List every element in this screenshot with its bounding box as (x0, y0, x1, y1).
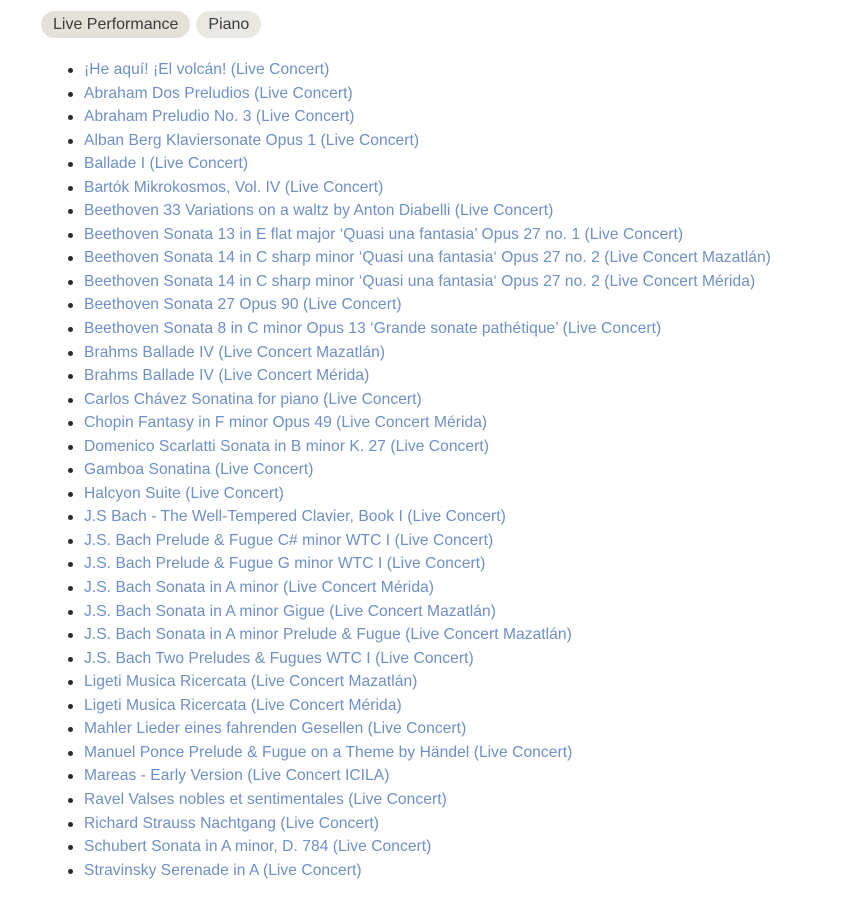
track-link[interactable]: Ravel Valses nobles et sentimentales (Live Concert) (84, 790, 447, 808)
track-link[interactable]: J.S. Bach Sonata in A minor (Live Concert Mérida) (84, 579, 435, 597)
bullet-icon (68, 233, 73, 238)
bullet-icon (68, 256, 73, 261)
track-list-item (64, 105, 771, 129)
tag-live-performance[interactable]: Live Performance (41, 11, 190, 38)
track-link[interactable]: Manuel Ponce Prelude & Fugue on a Theme by Händel (Live Concert) (84, 743, 573, 761)
bullet-icon (68, 492, 73, 497)
track-list-item (64, 129, 771, 153)
track-link[interactable]: Ballade I (Live Concert) (84, 155, 249, 173)
bullet-icon (68, 162, 73, 167)
track-link[interactable]: J.S. Bach Sonata in A minor Prelude & Fugue (Live Concert Mazatlán) (84, 626, 572, 644)
bullet-icon (68, 186, 73, 191)
bullet-icon (68, 374, 73, 379)
track-list-item (64, 58, 771, 82)
bullet-icon (68, 610, 73, 615)
bullet-icon (68, 869, 73, 874)
track-link[interactable]: Richard Strauss Nachtgang (Live Concert) (84, 814, 379, 832)
track-link[interactable]: J.S. Bach Sonata in A minor Gigue (Live Concert Mazatlán) (84, 602, 496, 620)
bullet-icon (68, 280, 73, 285)
bullet-icon (68, 751, 73, 756)
track-link[interactable]: Abraham Preludio No. 3 (Live Concert) (84, 108, 355, 126)
bullet-icon (68, 657, 73, 662)
track-link[interactable]: Abraham Dos Preludios (Live Concert) (84, 84, 353, 102)
track-list-item (64, 458, 771, 482)
bullet-icon (68, 92, 73, 97)
track-list-item (64, 388, 771, 412)
bullet-icon (68, 680, 73, 685)
track-list-item (64, 341, 771, 365)
track-list-item (64, 764, 771, 788)
track-link[interactable]: Mareas - Early Version (Live Concert ICILA) (84, 767, 390, 785)
track-list-item (64, 270, 771, 294)
track-list-item (64, 317, 771, 341)
track-link[interactable]: Brahms Ballade IV (Live Concert Mazatlán) (84, 343, 386, 361)
bullet-icon (68, 774, 73, 779)
track-list-item (64, 741, 771, 765)
track-list-item (64, 505, 771, 529)
track-list-item (64, 670, 771, 694)
track-list-item (64, 600, 771, 624)
tag-bar (41, 11, 261, 38)
bullet-icon (68, 539, 73, 544)
track-list-item (64, 176, 771, 200)
track-list-item (64, 223, 771, 247)
track-list-item (64, 199, 771, 223)
track-list-item (64, 152, 771, 176)
bullet-icon (68, 303, 73, 308)
bullet-icon (68, 727, 73, 732)
track-list-item (64, 293, 771, 317)
track-list-item (64, 788, 771, 812)
bullet-icon (68, 798, 73, 803)
track-list-item (64, 435, 771, 459)
track-link[interactable]: Halcyon Suite (Live Concert) (84, 484, 284, 502)
track-list-item (64, 694, 771, 718)
track-list-item (64, 717, 771, 741)
bullet-icon (68, 139, 73, 144)
track-link[interactable]: Ligeti Musica Ricercata (Live Concert Mérida) (84, 696, 402, 714)
track-list-item (64, 859, 771, 883)
tag-piano[interactable]: Piano (196, 11, 261, 38)
track-link[interactable]: Ligeti Musica Ricercata (Live Concert Mazatlán) (84, 673, 418, 691)
track-link[interactable]: Mahler Lieder eines fahrenden Gesellen (Live Concert) (84, 720, 467, 738)
bullet-icon (68, 633, 73, 638)
track-list-item (64, 82, 771, 106)
bullet-icon (68, 351, 73, 356)
track-list-item (64, 552, 771, 576)
track-link[interactable]: J.S. Bach Prelude & Fugue G minor WTC I (Live Concert) (84, 555, 486, 573)
track-list-item (64, 482, 771, 506)
track-link[interactable]: Gamboa Sonatina (Live Concert) (84, 461, 314, 479)
bullet-icon (68, 398, 73, 403)
track-link[interactable]: Stravinsky Serenade in A (Live Concert) (84, 861, 362, 879)
bullet-icon (68, 704, 73, 709)
track-list-item (64, 576, 771, 600)
bullet-icon (68, 468, 73, 473)
track-link[interactable]: Beethoven Sonata 27 Opus 90 (Live Concert) (84, 296, 402, 314)
bullet-icon (68, 421, 73, 426)
track-link[interactable]: Alban Berg Klaviersonate Opus 1 (Live Concert) (84, 131, 420, 149)
track-link[interactable]: J.S Bach - The Well-Tempered Clavier, Book I (Live Concert) (84, 508, 506, 526)
track-list-item (64, 647, 771, 671)
track-link[interactable]: Brahms Ballade IV (Live Concert Mérida) (84, 367, 370, 385)
track-link[interactable]: Beethoven Sonata 8 in C minor Opus 13 ‘Grande sonate pathétique’ (Live Concert) (84, 320, 662, 338)
track-link[interactable]: J.S. Bach Two Preludes & Fugues WTC I (Live Concert) (84, 649, 474, 667)
track-link[interactable]: Bartók Mikrokosmos, Vol. IV (Live Concert) (84, 178, 384, 196)
bullet-icon (68, 209, 73, 214)
track-list-item (64, 812, 771, 836)
bullet-icon (68, 845, 73, 850)
track-link[interactable]: Schubert Sonata in A minor, D. 784 (Live Concert) (84, 838, 432, 856)
track-link[interactable]: Beethoven Sonata 14 in C sharp minor ‘Quasi una fantasia‘ Opus 27 no. 2 (Live Concert Mazatlán) (84, 249, 771, 267)
bullet-icon (68, 562, 73, 567)
track-list-item (64, 529, 771, 553)
track-list (64, 58, 771, 882)
bullet-icon (68, 515, 73, 520)
track-list-item (64, 835, 771, 859)
track-link[interactable]: Carlos Chávez Sonatina for piano (Live Concert) (84, 390, 422, 408)
track-link[interactable]: Domenico Scarlatti Sonata in B minor K. 27 (Live Concert) (84, 437, 489, 455)
bullet-icon (68, 822, 73, 827)
bullet-icon (68, 445, 73, 450)
track-list-item (64, 246, 771, 270)
track-link[interactable]: Beethoven Sonata 13 in E flat major ‘Quasi una fantasia’ Opus 27 no. 1 (Live Concert) (84, 225, 684, 243)
track-list-item (64, 411, 771, 435)
track-link[interactable]: Beethoven Sonata 14 in C sharp minor ‘Quasi una fantasia‘ Opus 27 no. 2 (Live Concert Mérida) (84, 272, 756, 290)
bullet-icon (68, 586, 73, 591)
track-list-item (64, 364, 771, 388)
track-link[interactable]: Chopin Fantasy in F minor Opus 49 (Live Concert Mérida) (84, 414, 488, 432)
track-link[interactable]: ¡He aquí! ¡El volcán! (Live Concert) (84, 61, 330, 78)
bullet-icon (68, 327, 73, 332)
track-link[interactable]: Beethoven 33 Variations on a waltz by Anton Diabelli (Live Concert) (84, 202, 554, 220)
bullet-icon (68, 115, 73, 120)
bullet-icon (68, 68, 73, 73)
track-link[interactable]: J.S. Bach Prelude & Fugue C# minor WTC I (Live Concert) (84, 531, 494, 549)
track-list-item (64, 623, 771, 647)
